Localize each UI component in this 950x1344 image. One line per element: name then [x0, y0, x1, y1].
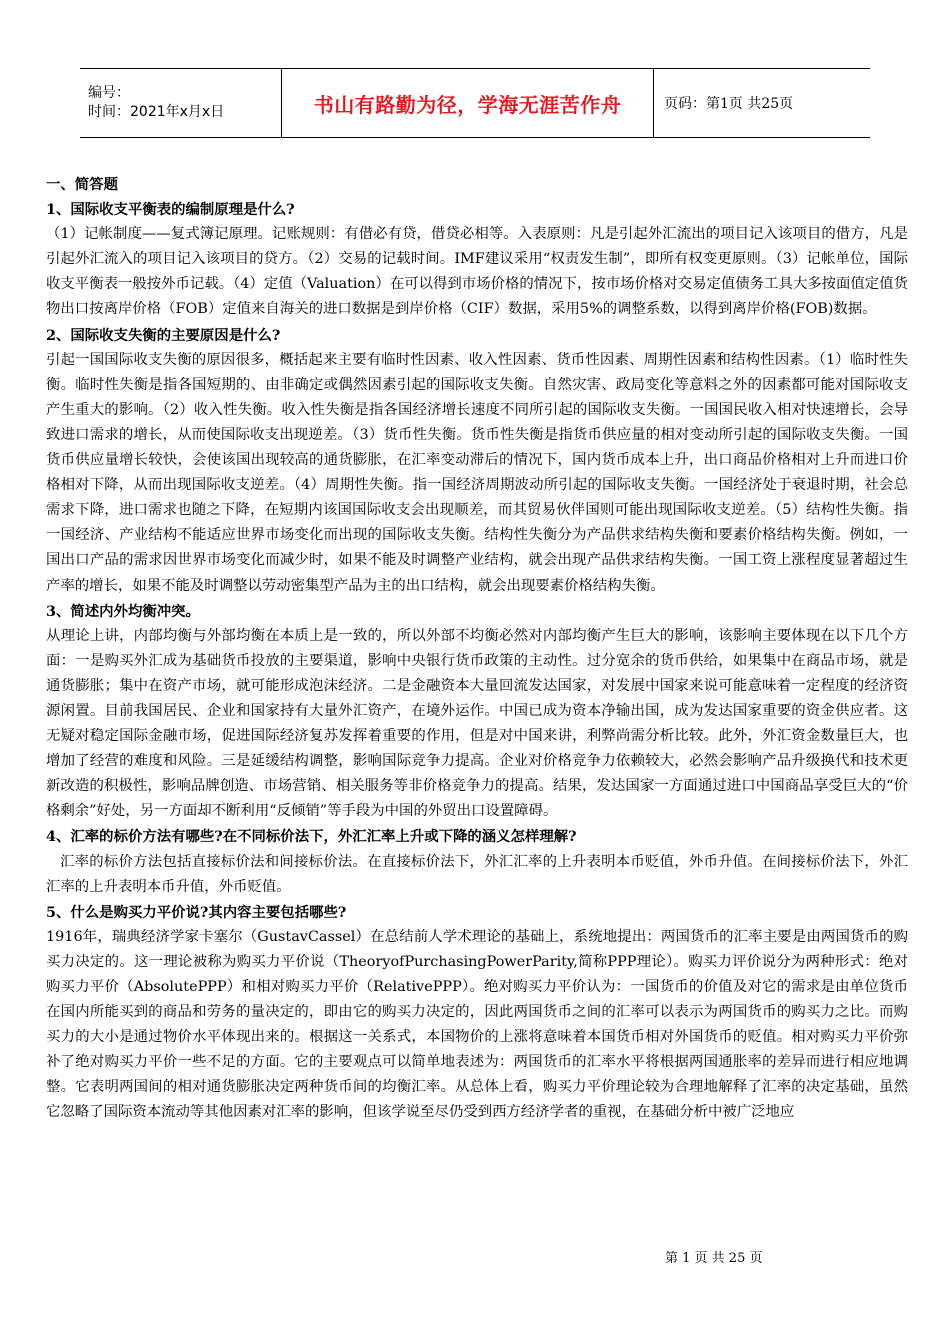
page-header	[80, 68, 870, 138]
header-page-info: 页码：第1页 共25页	[664, 96, 794, 112]
body-paragraph: 汇率的标价方法包括直接标价法和间接标价法。在直接标价法下，外汇汇率的上升表明本币贬值，外币升值。在间接标价法下，外汇汇率的上升表明本币升值，外币贬值。	[46, 853, 908, 895]
page-footer: 第 1 页 共 25 页	[665, 1251, 763, 1266]
document-date-label: 时间：2021年x月x日	[88, 104, 225, 120]
body-paragraph: 1916年，瑞典经济学家卡塞尔（GustavCassel）在总结前人学术理论的基础上，系统地提出：两国货币的汇率主要是由两国货币的购买力决定的。这一理论被称为购买力平价说（TheoryofPurchasingPowerParity,简称PPP理论）。购买力评价说分为两种形式：绝对购买力平价（AbsolutePPP）和相对购买力平价（RelativePPP）。绝对购买力平价认为：一国货币的价值及对它的需求是由单位货币在国内所能买到的商品和劳务的量决定的，即由它的购买力决定的，因此两国货币之间的汇率可以表示为两国货币的购买力之比。而购买力的大小是通过物价水平体现出来的。根据这一关系式，本国物价的上涨将意味着本国货币相对外国货币的贬值。相对购买力平价弥补了绝对购买力平价一些不足的方面。它的主要观点可以简单地表述为：两国货币的汇率水平将根据两国通胀率的差异而进行相应地调整。它表明两国间的相对通货膨胀决定两种货币间的均衡汇率。从总体上看，购买力平价理论较为合理地解释了汇率的决定基础，虽然它忽略了国际资本流动等其他因素对汇率的影响，但该学说至尽仍受到西方经济学者的重视，在基础分析中被广泛地应	[46, 928, 908, 1121]
body-paragraph: 引起一国国际收支失衡的原因很多，概括起来主要有临时性因素、收入性因素、货币性因素、周期性因素和结构性因素。（1）临时性失衡。临时性失衡是指各国短期的、由非确定或偶然因素引起的国际收支失衡。自然灾害、政局变化等意料之外的因素都可能对国际收支产生重大的影响。（2）收入性失衡。收入性失衡是指各国经济增长速度不同所引起的国际收支失衡。一国国民收入相对快速增长，会导致进口需求的增长，从而使国际收支出现逆差。（3）货币性失衡。货币性失衡是指货币供应量的相对变动所引起的国际收支失衡。一国货币供应量增长较快，会使该国出现较高的通货膨胀，在汇率变动滞后的情况下，国内货币成本上升，出口商品价格相对上升而进口价格相对下降，从而出现国际收支逆差。（4）周期性失衡。指一国经济周期波动所引起的国际收支失衡。一国经济处于衰退时期，社会总需求下降，进口需求也随之下降，在短期内该国国际收支会出现顺差，而其贸易伙伴国则可能出现国际收支逆差。（5）结构性失衡。指一国经济、产业结构不能适应世界市场变化而出现的国际收支失衡。结构性失衡分为产品供求结构失衡和要素价格结构失衡。例如，一国出口产品的需求因世界市场变化而减少时，如果不能及时调整产业结构，就会出现产品供求结构失衡。一国工资上涨程度显著超过生产率的增长，如果不能及时调整以劳动密集型产品为主的出口结构，就会出现要素价格结构失衡。	[46, 351, 908, 594]
header-meta	[80, 69, 282, 137]
document-body	[46, 172, 908, 1126]
body-paragraph: 从理论上讲，内部均衡与外部均衡在本质上是一致的，所以外部不均衡必然对内部均衡产生巨大的影响，该影响主要体现在以下几个方面：一是购买外汇成为基础货币投放的主要渠道，影响中央银行货币政策的主动性。过分宽余的货币供给，如果集中在商品市场，就是通货膨胀；集中在资产市场，就可能形成泡沫经济。二是金融资本大量回流发达国家，对发展中国家来说可能意味着一定程度的经济资源闲置。目前我国居民、企业和国家持有大量外汇资产，在境外运作。中国已成为资本净输出国，成为发达国家重要的资金供应者。这无疑对稳定国际金融市场，促进国际经济复苏发挥着重要的作用，但是对中国来讲，利弊尚需分析比较。此外，外汇资金数量巨大，也增加了经营的难度和风险。三是延缓结构调整，影响国际竞争力提高。企业对价格竞争力依赖较大，必然会影响产品升级换代和技术更新改造的积极性，影响品牌创造、市场营销、相关服务等非价格竞争力的提高。结果，发达国家一方面通过进口中国商品享受巨大的“价格剩余”好处，另一方面却不断利用“反倾销”等手段为中国的外贸出口设置障碍。	[46, 627, 908, 820]
section-heading: 3、简述内外均衡冲突。	[46, 602, 200, 620]
header-motto: 书山有路勤为径，学海无涯苦作舟	[282, 69, 654, 137]
body-paragraph: （1）记帐制度——复式簿记原理。记账规则：有借必有贷，借贷必相等。入表原则：凡是引起外汇流出的项目记入该项目的借方，凡是引起外汇流入的项目记入该项目的贷方。（2）交易的记载时间。IMF建议采用“权责发生制”，即所有权变更原则。（3）记帐单位，国际收支平衡表一般按外币记载。（4）定值（Valuation）在可以得到市场价格的情况下，按市场价格对交易定值债务工具大多按面值定值货物出口按离岸价格（FOB）定值来自海关的进口数据是到岸价格（CIF）数据，采用5%的调整系数，以得到离岸价格(FOB)数据。	[46, 226, 908, 318]
document-number-label: 编号：	[88, 85, 130, 101]
section-heading: 2、国际收支失衡的主要原因是什么?	[46, 326, 281, 344]
section-heading: 一、简答题	[46, 176, 118, 193]
section-heading: 5、什么是购买力平价说?其内容主要包括哪些?	[46, 903, 347, 921]
section-heading: 4、汇率的标价方法有哪些?在不同标价法下，外汇汇率上升或下降的涵义怎样理解?	[46, 828, 577, 846]
section-heading: 1、国际收支平衡表的编制原理是什么?	[46, 201, 295, 219]
